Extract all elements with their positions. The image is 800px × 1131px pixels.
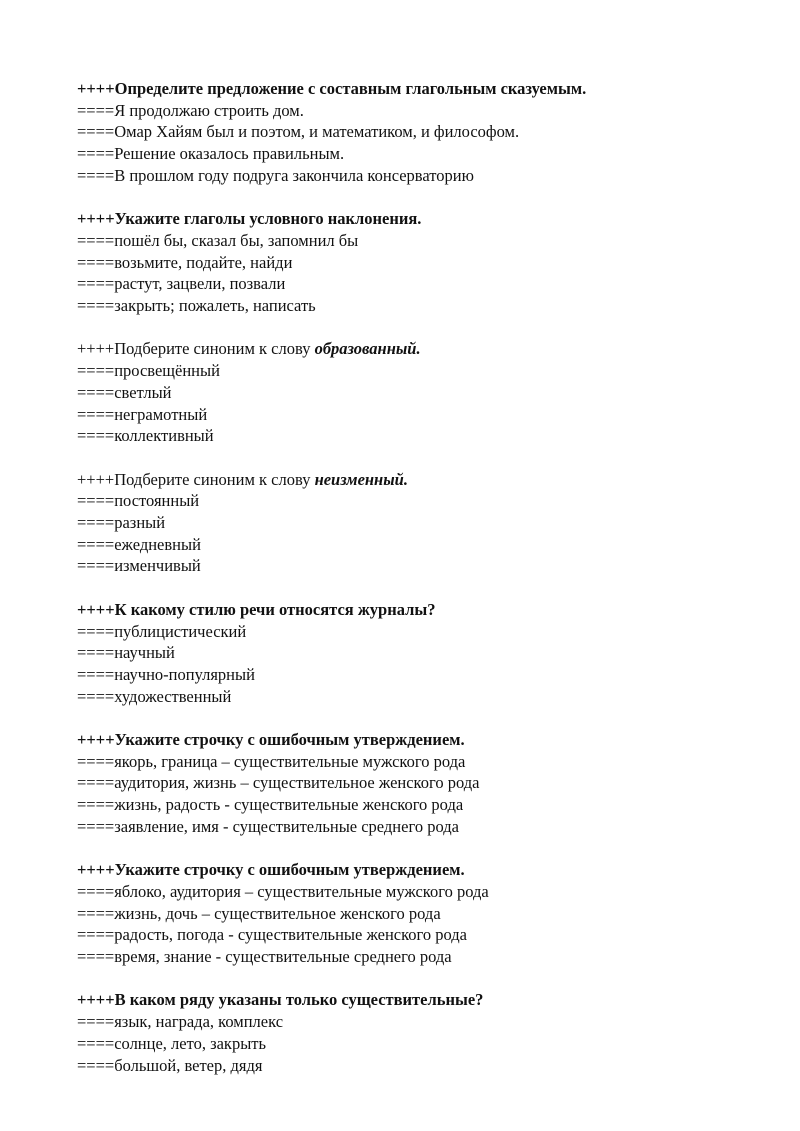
question-marker: ++++	[77, 469, 115, 489]
question-marker: ++++	[77, 730, 115, 750]
answer-option: ====жизнь, радость - существительные женского рода	[77, 795, 464, 815]
answer-option: ====постоянный	[77, 491, 200, 511]
question-line	[77, 78, 777, 100]
answer-option: ====Я продолжаю строить дом.	[77, 100, 304, 120]
question-emphasis-word: неизменный.	[314, 469, 408, 489]
answer-option: ====пошёл бы, сказал бы, запомнил бы	[77, 230, 359, 250]
question-line	[77, 469, 777, 491]
question-line	[77, 599, 777, 621]
answer-option: ====изменчивый	[77, 556, 201, 576]
question-line	[77, 208, 777, 230]
answer-option: ====возьмите, подайте, найди	[77, 252, 293, 272]
question-text: Определите предложение с составным глагольным сказуемым.	[114, 79, 587, 98]
question-line	[77, 859, 777, 881]
answer-option: ====жизнь, дочь – существительное женского рода	[77, 903, 441, 923]
answer-option: ====ежедневный	[77, 534, 201, 554]
question-emphasis-word: образованный.	[314, 339, 421, 359]
question-marker: ++++	[77, 339, 115, 359]
answer-option: ====яблоко, аудитория – существительные мужского рода	[77, 881, 489, 901]
answer-option: ====аудитория, жизнь – существительное женского рода	[77, 773, 480, 793]
answer-option: ====коллективный	[77, 426, 214, 446]
question-block	[77, 729, 777, 838]
answer-option: ====разный	[77, 513, 166, 533]
answer-option: ====В прошлом году подруга закончила консерваторию	[77, 165, 474, 185]
question-marker: ++++	[77, 209, 115, 229]
question-line	[77, 338, 777, 360]
answer-option: ====радость, погода - существительные женского рода	[77, 925, 468, 945]
question-line	[77, 729, 777, 751]
question-marker: ++++	[77, 990, 115, 1010]
answer-option: ====публицистический	[77, 621, 247, 641]
answer-option: ====научный	[77, 643, 175, 663]
question-text: Подберите синоним к слову	[114, 339, 315, 359]
question-block	[77, 599, 777, 708]
answer-option: ====якорь, граница – существительные мужского рода	[77, 751, 466, 771]
question-block	[77, 78, 777, 187]
answer-option: ====солнце, лето, закрыть	[77, 1033, 267, 1053]
question-text: Укажите строчку с ошибочным утверждением.	[114, 860, 465, 880]
question-text: В каком ряду указаны только существительные?	[114, 990, 484, 1010]
answer-option: ====художественный	[77, 686, 232, 706]
answer-option: ====растут, зацвели, позвали	[77, 274, 286, 294]
answer-option: ====неграмотный	[77, 404, 208, 424]
document-page	[77, 78, 777, 1098]
answer-option: ====язык, награда, комплекс	[77, 1012, 284, 1032]
answer-option: ====светлый	[77, 382, 172, 402]
answer-option: ====заявление, имя - существительные среднего рода	[77, 816, 459, 836]
question-block	[77, 208, 777, 317]
answer-option: ====Решение оказалось правильным.	[77, 144, 345, 164]
answer-option: ====большой, ветер, дядя	[77, 1055, 263, 1075]
question-text: Укажите глаголы условного наклонения.	[114, 209, 422, 229]
question-marker: ++++	[77, 79, 115, 98]
question-block	[77, 989, 777, 1076]
question-marker: ++++	[77, 599, 115, 619]
question-text: К какому стилю речи относятся журналы?	[114, 599, 436, 619]
answer-option: ====научно-популярный	[77, 664, 255, 684]
answer-option: ====Омар Хайям был и поэтом, и математиком, и философом.	[77, 122, 520, 142]
question-marker: ++++	[77, 860, 115, 880]
question-line	[77, 989, 777, 1011]
question-text: Подберите синоним к слову	[114, 469, 315, 489]
question-block	[77, 859, 777, 968]
answer-option: ====время, знание - существительные среднего рода	[77, 947, 452, 967]
answer-option: ====закрыть; пожалеть, написать	[77, 296, 316, 316]
question-block	[77, 338, 777, 447]
answer-option: ====просвещённый	[77, 361, 220, 381]
question-text: Укажите строчку с ошибочным утверждением.	[114, 730, 465, 750]
question-block	[77, 469, 777, 578]
